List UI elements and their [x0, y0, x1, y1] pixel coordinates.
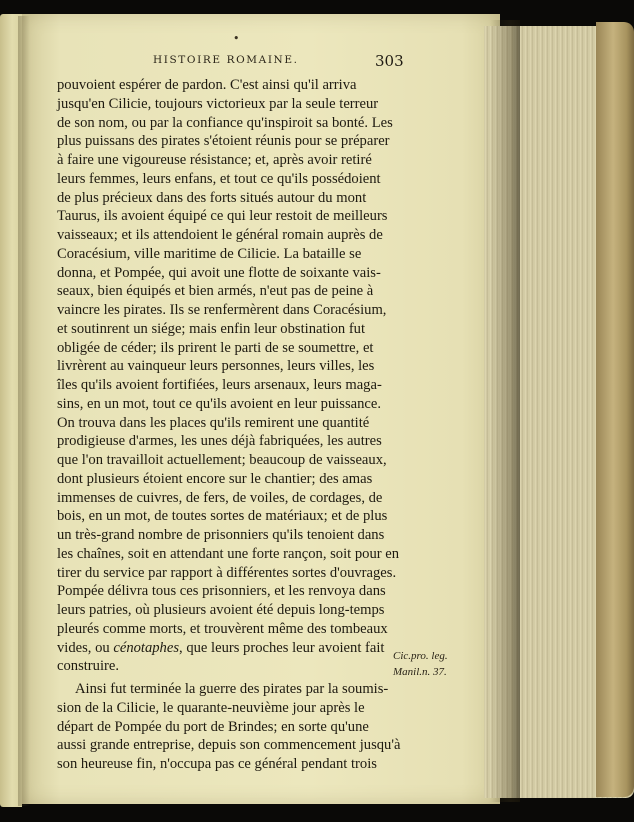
text-line: les chaînes, soit en attendant une forte rançon, soit pour en	[57, 545, 400, 562]
text-line: pouvoient espérer de pardon. C'est ainsi qu'il arriva	[57, 77, 357, 93]
text-line: un très-grand nombre de prisonniers qu'ils tenoient dans	[57, 527, 385, 543]
text-line: sion de la Cilicie, le quarante-neuvième jour après le	[57, 699, 365, 716]
page-fold-shadow	[490, 20, 520, 802]
page-header	[55, 32, 475, 72]
text-segment: , que leurs proches leur avoient fait	[179, 639, 385, 656]
text-segment: vides, ou	[57, 639, 114, 656]
text-line: seaux, bien équipés et bien armés, n'eut pas de peine à	[57, 283, 374, 300]
text-line-with-italic	[57, 639, 397, 658]
header-ornament: •	[233, 32, 240, 45]
running-title: HISTOIRE ROMAINE.	[153, 54, 299, 66]
text-line: départ de Pompée du port de Brindes; en sorte qu'une	[57, 718, 369, 735]
text-line: Coracésium, ville maritime de Cilicie. La bataille se	[57, 245, 362, 262]
text-line: construire.	[57, 658, 120, 675]
text-line: et soutinrent un siége; mais enfin leur obstination fut	[57, 320, 366, 337]
text-line: leurs femmes, leurs enfans, et tout ce qu'ils possédoient	[57, 170, 381, 187]
body-text	[57, 76, 401, 774]
italic-term: cénotaphes	[113, 639, 180, 656]
text-line: que l'on travailloit actuellement; beaucoup de vaisseaux,	[57, 452, 387, 468]
text-line: de son nom, ou par la confiance qu'inspiroit sa bonté. Les	[57, 114, 393, 131]
text-line: immenses de cuivres, de fers, de voiles, de cordages, de	[57, 489, 383, 506]
text-line: plus puissans des pirates s'étoient réunis pour se préparer	[57, 133, 390, 150]
text-line: dont plusieurs étoient encore sur le chantier; des amas	[57, 470, 373, 487]
text-line: On trouva dans les places qu'ils remirent une quantité	[57, 414, 370, 431]
text-line: leurs patries, où plusieurs avoient été depuis long-temps	[57, 602, 385, 618]
text-line: livrèrent au vainqueur leurs personnes, leurs villes, les	[57, 358, 375, 375]
text-line: Ainsi fut terminée la guerre des pirates par la soumis-	[75, 681, 389, 697]
text-line: Taurus, ils avoient équipé ce qui leur restoit de meilleurs	[57, 208, 388, 225]
text-line: vaisseaux; et ils attendoient le général romain auprès de	[57, 227, 383, 243]
paragraph	[57, 680, 401, 774]
margin-citation-line: Cic.pro. leg.	[393, 650, 448, 662]
text-line: pleurés comme morts, et trouvèrent même des tombeaux	[57, 620, 388, 637]
gutter-shadow	[18, 16, 30, 806]
margin-citation	[393, 648, 459, 680]
text-line: bois, en un mot, de toutes sortes de matériaux; et de plus	[57, 508, 388, 525]
text-line: Pompée délivra tous ces prisonniers, et les renvoya dans	[57, 583, 386, 600]
text-line: obligée de céder; ils prirent le parti de se soumettre, et	[57, 339, 374, 356]
text-line: son heureuse fin, n'occupa pas ce général pendant trois	[57, 756, 377, 772]
margin-citation-line: Manil.n. 37.	[393, 666, 447, 678]
page-number: 303	[375, 52, 404, 70]
text-line: donna, et Pompée, qui avoit une flotte de soixante vais-	[57, 264, 381, 281]
text-line: prodigieuse d'armes, les unes déjà fabriquées, les autres	[57, 433, 382, 450]
book-cover-board	[596, 22, 634, 797]
text-line: de plus précieux dans des forts situés autour du mont	[57, 189, 367, 206]
text-line: tirer du service par rapport à différentes sortes d'ouvrages.	[57, 564, 397, 581]
text-line: jusqu'en Cilicie, toujours victorieux par la seule terreur	[57, 95, 379, 112]
text-line: îles qu'ils avoient fortifiées, leurs arsenaux, leurs maga-	[57, 377, 382, 393]
paragraph	[57, 76, 400, 676]
text-line: aussi grande entreprise, depuis son commencement jusqu'à	[57, 737, 401, 754]
text-line: à faire une vigoureuse résistance; et, après avoir retiré	[57, 152, 372, 168]
text-line: vaincre les pirates. Ils se renfermèrent dans Coracésium,	[57, 302, 387, 318]
text-line: sins, en un mot, tout ce qu'ils avoient en leur puissance.	[57, 395, 382, 412]
